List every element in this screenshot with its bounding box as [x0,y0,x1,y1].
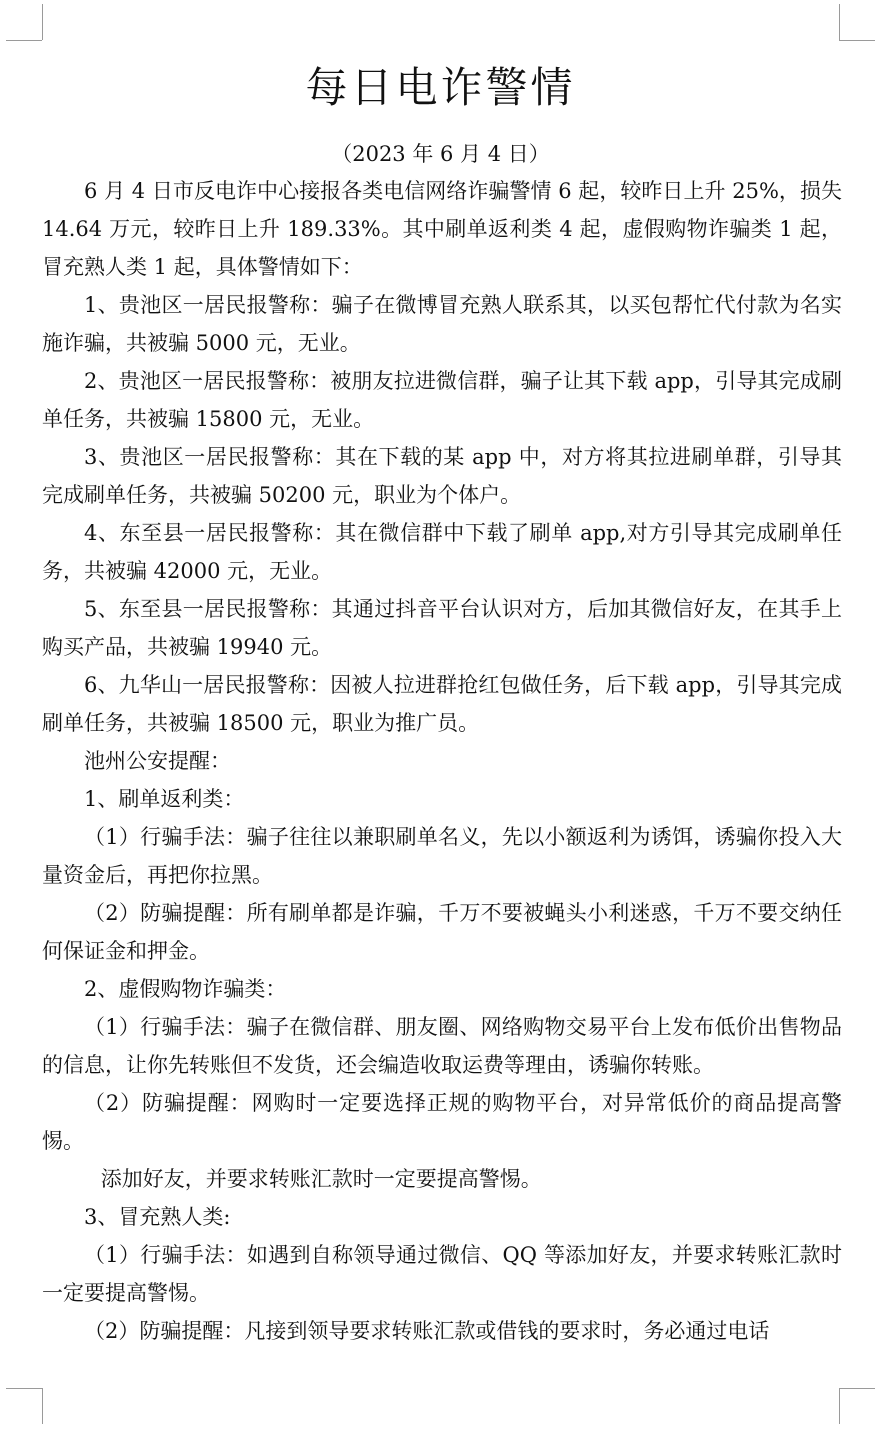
section-1-tip: （2）防骗提醒：所有刷单都是诈骗，千万不要被蝇头小利迷惑，千万不要交纳任何保证金和押金。 [42,901,842,963]
crop-mark [42,4,43,40]
section-1-method: （1）行骗手法：骗子往往以兼职刷单名义，先以小额返利为诱饵，诱骗你投入大量资金后，再把你拉黑。 [42,825,842,887]
crop-mark [839,1388,875,1389]
case-item-5: 5、东至县一居民报警称：其通过抖音平台认识对方，后加其微信好友，在其手上购买产品，共被骗 19940 元。 [42,597,842,659]
section-2-method: （1）行骗手法：骗子在微信群、朋友圈、网络购物交易平台上发布低价出售物品的信息，让你先转账但不发货，还会编造收取运费等理由，诱骗你转账。 [42,1015,842,1077]
page-title: 每日电诈警情 [305,63,576,112]
case-item-6: 6、九华山一居民报警称：因被人拉进群抢红包做任务，后下载 app，引导其完成刷单任务，共被骗 18500 元，职业为推广员。 [42,673,842,735]
case-item-2: 2、贵池区一居民报警称：被朋友拉进微信群，骗子让其下载 app，引导其完成刷单任务，共被骗 15800 元，无业。 [42,369,842,431]
section-2-extra: 添加好友，并要求转账汇款时一定要提高警惕。 [100,1167,542,1191]
crop-mark [839,4,840,40]
section-3-method: （1）行骗手法：如遇到自称领导通过微信、QQ 等添加好友，并要求转账汇款时一定要提高警惕。 [42,1243,842,1305]
crop-mark [6,1388,42,1389]
case-item-4: 4、东至县一居民报警称：其在微信群中下载了刷单 app,对方引导其完成刷单任务，共被骗 42000 元，无业。 [42,521,842,583]
crop-mark [839,1388,840,1424]
section-heading-1: 1、刷单返利类： [84,787,245,811]
reminder-heading: 池州公安提醒： [84,749,231,773]
crop-mark [839,40,875,41]
summary-paragraph: 6 月 4 日市反电诈中心接报各类电信网络诈骗警情 6 起，较昨日上升 25%，损失 14.64 万元，较昨日上升 189.33%。其中刷单返利类 4 起，虚假购物诈骗类 1 起，冒充熟人类 1 起，具体警情如下： [42,179,842,279]
document-body [42,172,842,1350]
case-item-1: 1、贵池区一居民报警称：骗子在微博冒充熟人联系其，以买包帮忙代付款为名实施诈骗，共被骗 5000 元，无业。 [42,293,842,355]
report-date: （2023 年 6 月 4 日） [331,142,550,166]
section-heading-3: 3、冒充熟人类: [84,1205,231,1229]
section-3-tip: （2）防骗提醒：凡接到领导要求转账汇款或借钱的要求时，务必通过电话 [84,1319,770,1343]
section-heading-2: 2、虚假购物诈骗类： [84,977,287,1001]
crop-mark [6,40,42,41]
crop-mark [42,1388,43,1424]
case-item-3: 3、贵池区一居民报警称：其在下载的某 app 中，对方将其拉进刷单群，引导其完成刷单任务，共被骗 50200 元，职业为个体户。 [42,445,842,507]
section-2-tip: （2）防骗提醒：网购时一定要选择正规的购物平台，对异常低价的商品提高警惕。 [42,1091,842,1153]
